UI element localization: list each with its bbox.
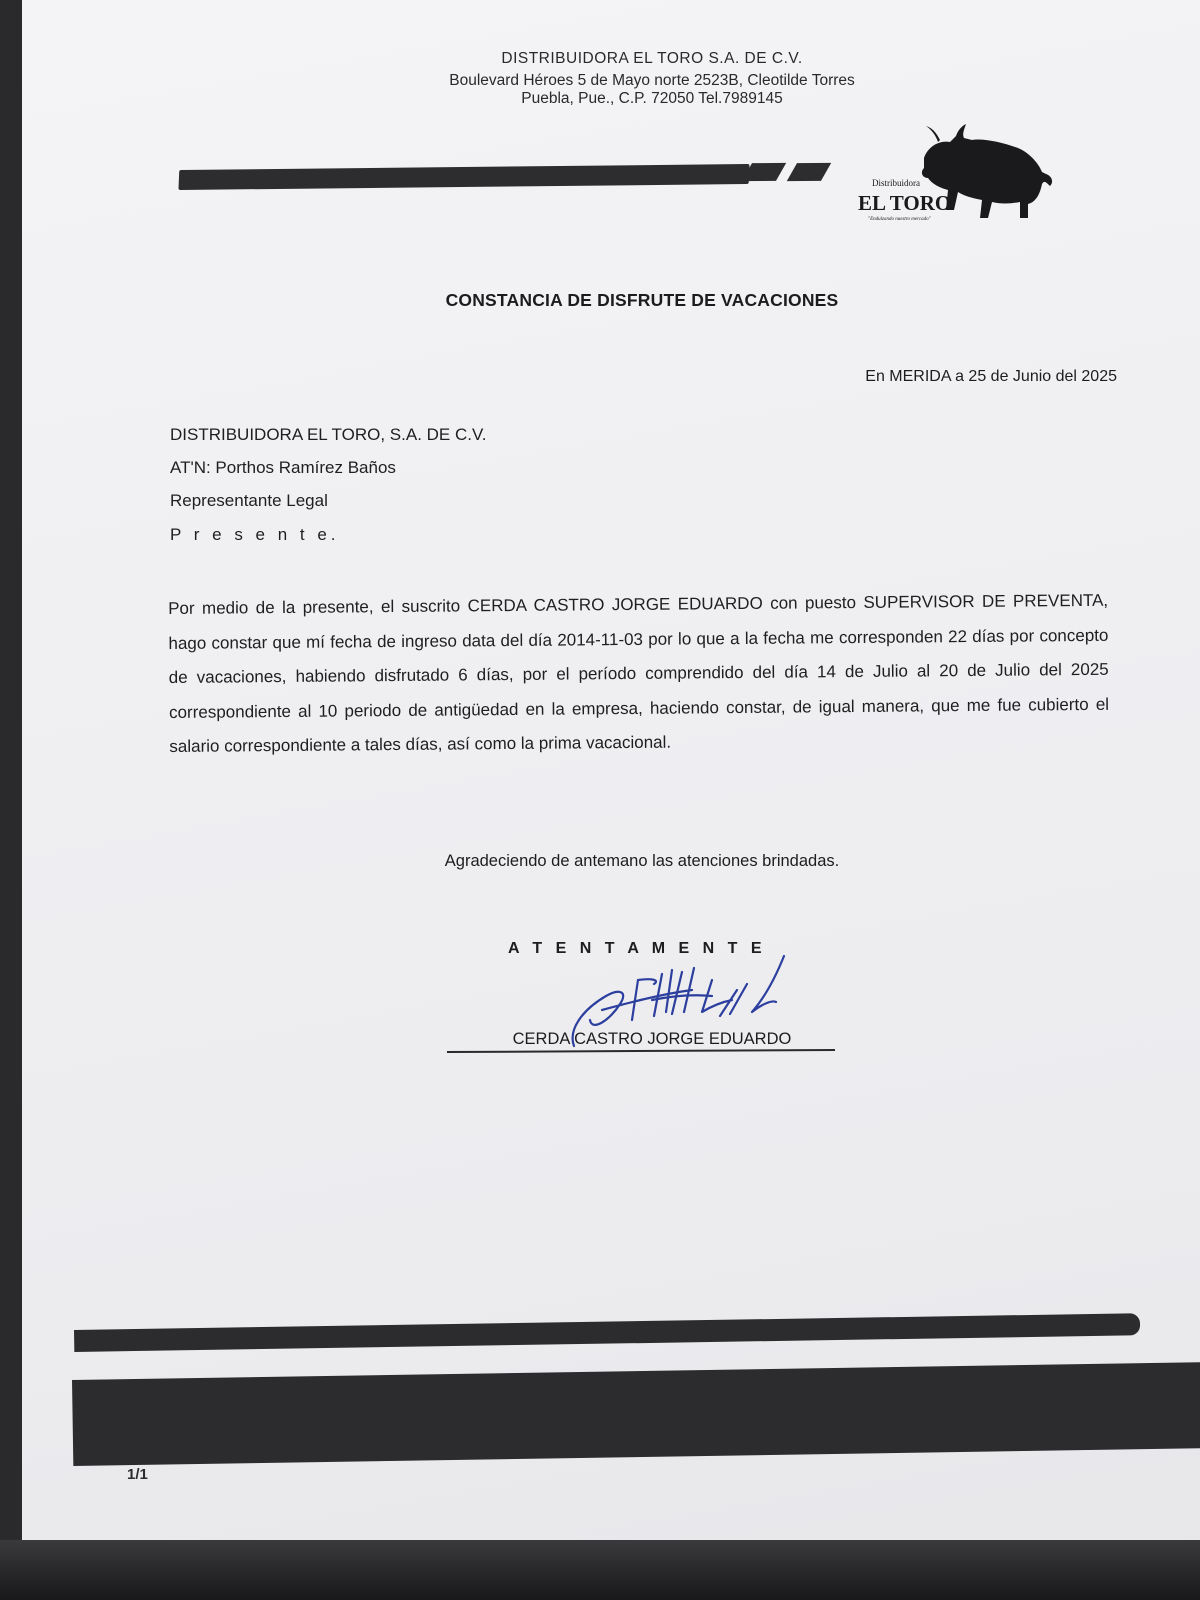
logo-tagline: "Endulzando nuestro mercado" (868, 217, 931, 222)
recipient-attn: AT'N: Porthos Ramírez Baños (170, 458, 396, 477)
recipient-company: DISTRIBUIDORA EL TORO, S.A. DE C.V. (170, 425, 487, 444)
company-address-line2: Puebla, Pue., C.P. 72050 Tel.7989145 (521, 90, 783, 107)
el-toro-logo (832, 118, 1062, 230)
recipient-role: Representante Legal (170, 491, 328, 510)
recipient-greeting: P r e s e n t e. (170, 525, 340, 544)
company-name: DISTRIBUIDORA EL TORO S.A. DE C.V. (501, 50, 803, 67)
sign-off: A T E N T A M E N T E (507, 940, 767, 957)
logo-small-text: Distribuidora (872, 178, 920, 188)
body-paragraph: Por medio de la presente, el suscrito CERDA CASTRO JORGE EDUARDO con puesto SUPERVISOR DE PREVENTA, hago constar que mí fecha de ingreso data del día 2014-11-03 por lo que a la fecha me corresponden 22 días por concepto de vacaciones, habiendo disfrutado 6 días, por el período comprendido del día 14 de Julio al 20 de Julio del 2025 correspondiente al 10 periodo de antigüedad en la empresa, haciendo constar, de igual manera, que me fue cubierto el salario correspondiente a tales días, así como la prima vacacional. (168, 590, 1110, 756)
page-number: 1/1 (127, 1466, 148, 1483)
signer-name: CERDA CASTRO JORGE EDUARDO (512, 1030, 792, 1048)
logo-brand: EL TORO (858, 191, 952, 215)
header-band (178, 164, 749, 190)
footer-band-thick (72, 1362, 1200, 1466)
document-date: En MERIDA a 25 de Junio del 2025 (865, 368, 1117, 385)
footer-band-thin (74, 1313, 1140, 1352)
closing-line: Agradeciendo de antemano las atenciones brindadas. (444, 852, 840, 870)
header-band-segment (787, 163, 831, 181)
company-address-line1: Boulevard Héroes 5 de Mayo norte 2523B, Cleotilde Torres (449, 72, 855, 89)
document-title: CONSTANCIA DE DISFRUTE DE VACACIONES (445, 290, 839, 310)
background-surface (0, 1540, 1200, 1600)
document-page (22, 0, 1200, 1572)
